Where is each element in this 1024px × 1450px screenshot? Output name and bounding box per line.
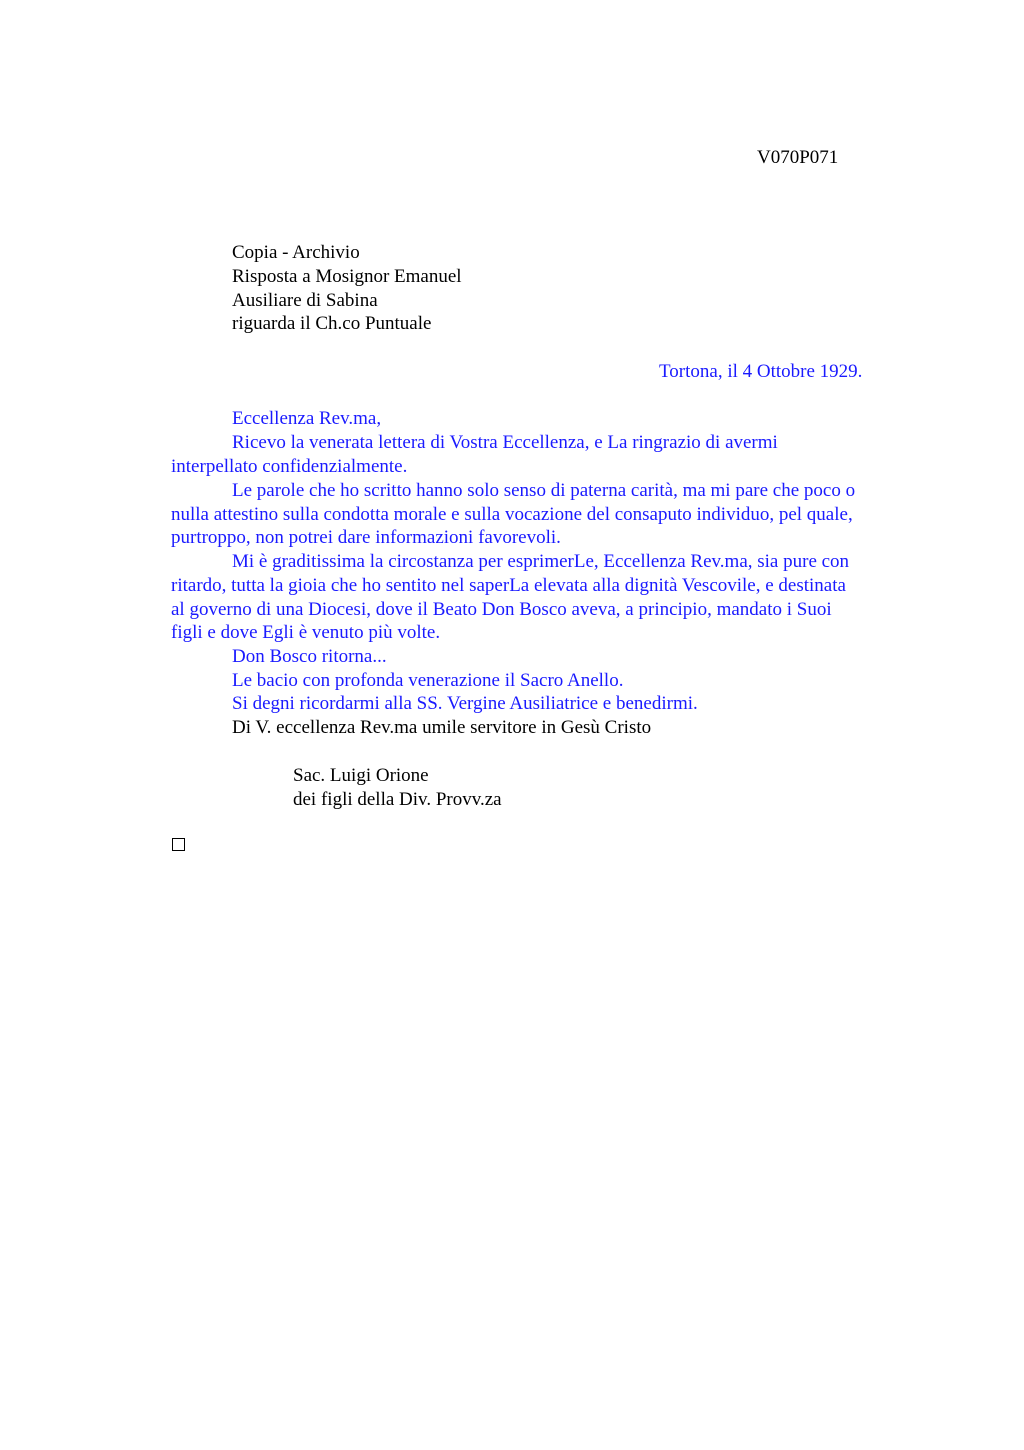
date-line: Tortona, il 4 Ottobre 1929. — [659, 361, 863, 382]
paragraph-line: Ricevo la venerata lettera di Vostra Eccellenza, e La ringrazio di avermi — [232, 432, 778, 453]
header-line: Risposta a Mosignor Emanuel — [232, 266, 462, 287]
paragraph-line: purtroppo, non potrei dare informazioni favorevoli. — [171, 527, 561, 548]
paragraph-line: interpellato confidenzialmente. — [171, 456, 408, 477]
paragraph-line: Le bacio con profonda venerazione il Sacro Anello. — [232, 670, 624, 691]
header-line: Ausiliare di Sabina — [232, 290, 378, 311]
paragraph-line: ritardo, tutta la gioia che ho sentito nel saperLa elevata alla dignità Vescovile, e destinata — [171, 575, 846, 596]
header-line: Copia - Archivio — [232, 242, 360, 263]
paragraph-line: Le parole che ho scritto hanno solo senso di paterna carità, ma mi pare che poco o — [232, 480, 856, 501]
salutation: Eccellenza Rev.ma, — [232, 408, 382, 429]
checkbox-icon — [172, 838, 185, 851]
paragraph-line: Mi è graditissima la circostanza per esprimerLe, Eccellenza Rev.ma, sia pure con — [232, 551, 850, 572]
paragraph-line: figli e dove Egli è venuto più volte. — [171, 622, 441, 643]
paragraph-line: al governo di una Diocesi, dove il Beato Don Bosco aveva, a principio, mandato i Suoi — [171, 599, 832, 620]
signature-name: Sac. Luigi Orione — [293, 765, 429, 786]
document-code: V070P071 — [757, 147, 839, 168]
header-line: riguarda il Ch.co Puntuale — [232, 313, 432, 334]
signature-title: dei figli della Div. Provv.za — [293, 789, 502, 810]
paragraph-line: nulla attestino sulla condotta morale e sulla vocazione del consaputo individuo, pel quale, — [171, 504, 853, 525]
closing-line: Di V. eccellenza Rev.ma umile servitore in Gesù Cristo — [232, 717, 652, 738]
paragraph-line: Si degni ricordarmi alla SS. Vergine Ausiliatrice e benedirmi. — [232, 693, 698, 714]
paragraph-line: Don Bosco ritorna... — [232, 646, 387, 667]
